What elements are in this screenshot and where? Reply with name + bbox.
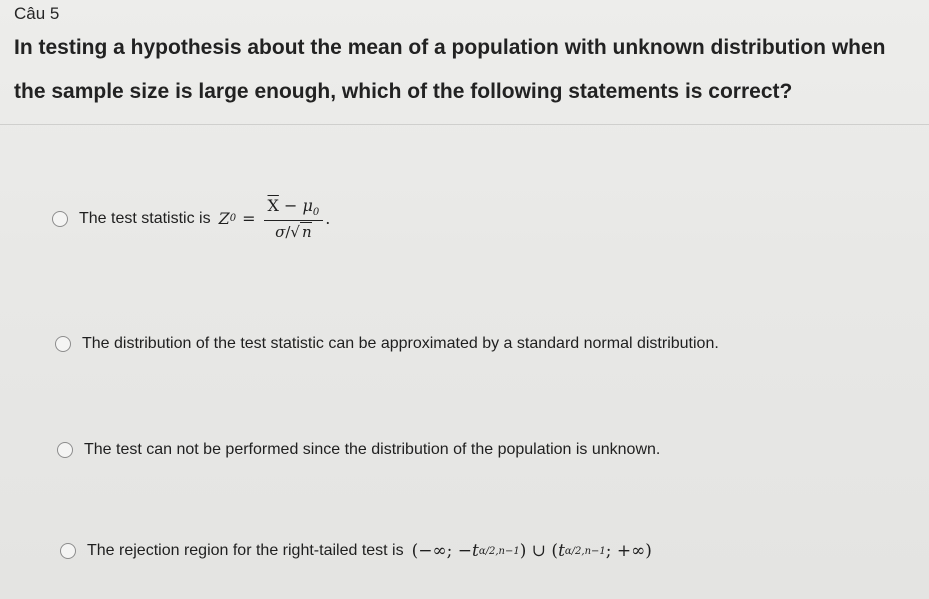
denominator-n: n [301,223,312,242]
option-4-formula [412,541,652,561]
option-4[interactable] [60,541,652,561]
option-4-text: The rejection region for the right-tailed test is [87,542,404,559]
formula-fraction [264,196,324,241]
radio-button[interactable] [52,211,68,227]
radio-button[interactable] [55,336,71,352]
formula-lhs-sub: 0 [229,213,237,225]
radio-button[interactable] [57,442,73,458]
option-2-text: The distribution of the test statistic can be approximated by a standard normal distribution. [82,335,719,352]
formula-part-2: ) ∪ ( [519,541,559,561]
formula-lhs: Z [218,209,230,229]
numerator-xbar: $\overline{X}$ [267,196,279,215]
option-1[interactable] [52,196,330,241]
option-3[interactable] [57,441,660,459]
formula-part-1: (−∞; − [411,541,473,561]
numerator-mu: μ [302,196,313,215]
option-1-text: The test statistic is [79,209,211,227]
formula-t1: t [472,541,479,561]
question-number: Câu 5 [14,4,60,23]
option-3-text: The test can not be performed since the distribution of the population is unknown. [84,441,661,458]
sqrt-icon: √ [290,223,300,242]
fraction-numerator [264,196,324,221]
option-4-label [87,541,652,561]
denominator-sigma: σ [275,223,286,242]
formula-period: . [325,209,331,229]
divider [0,124,929,125]
numerator-minus: − [278,196,303,215]
option-2[interactable] [55,335,719,353]
fraction-denominator [275,221,312,241]
numerator-mu-sub: 0 [312,207,320,219]
formula-equals: = [242,209,256,229]
denominator-slash: / [285,223,291,242]
radio-button[interactable] [60,543,76,559]
option-1-formula [219,196,331,241]
formula-t2-sub: α/2,n−1 [564,545,606,557]
formula-part-3: ; +∞) [605,541,652,561]
formula-t2: t [558,541,565,561]
formula-t1-sub: α/2,n−1 [478,545,520,557]
question-text: In testing a hypothesis about the mean of a population with unknown distribution when the sample size is large enough, which of the following statements is correct? [14,36,886,103]
option-1-label [79,196,330,241]
